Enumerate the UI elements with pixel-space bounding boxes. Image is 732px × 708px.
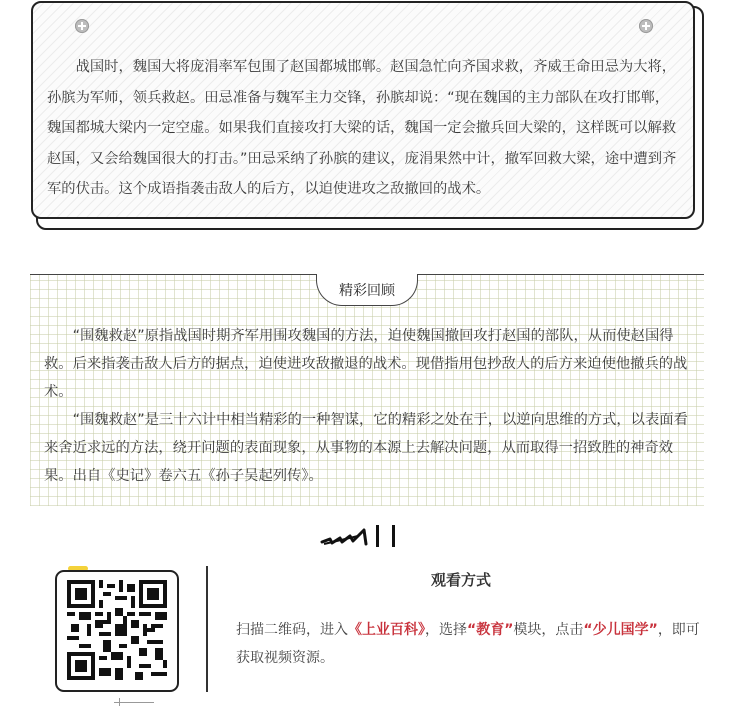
review-text <box>44 322 694 490</box>
instruction-text: ，选择 <box>425 622 467 638</box>
story-card <box>31 1 695 219</box>
footer-mark <box>114 702 154 703</box>
watch-title: 观看方式 <box>431 571 492 589</box>
vertical-divider <box>206 566 208 692</box>
instruction-text: 扫描二维码，进入 <box>236 622 348 638</box>
brush-stroke-decoration <box>320 522 420 550</box>
review-tab: 精彩回顾 <box>316 274 418 306</box>
watch-instructions <box>236 616 702 672</box>
review-paragraph: “围魏救赵”是三十六计中相当精彩的一种智谋，它的精彩之处在于，以逆向思维的方式，以表面看来舍近求远的方法，绕开问题的表面现象，从事物的本源上去解决问题，从而取得一招致胜的神奇效果。出自《史记》卷六五《孙子吴起列传》。 <box>44 412 688 484</box>
review-paragraph: “围魏救赵”原指战国时期齐军用围攻魏国的方法，迫使魏国撤回攻打赵国的部队，从而使赵国得救。后来指袭击敌人后方的据点，迫使进攻敌撤退的战术。现借指用包抄敌人的后方来迫使他撤兵的战术。 <box>44 328 688 400</box>
section-highlight: “少儿国学” <box>583 622 658 638</box>
app-name-link[interactable]: 《上业百科》 <box>348 622 425 638</box>
footer-tick <box>119 698 120 706</box>
pin-icon <box>75 19 89 33</box>
pin-icon <box>639 19 653 33</box>
instruction-text: 模块，点击 <box>513 622 584 638</box>
channel-highlight: “教育” <box>467 622 514 638</box>
qr-code-icon[interactable] <box>67 580 167 680</box>
instruction-text: ，即可获取视频资源。 <box>236 622 700 666</box>
story-text: 战国时，魏国大将庞涓率军包围了赵国都城邯郸。赵国急忙向齐国求救，齐威王命田忌为大将，孙膑为军师，领兵救赵。田忌准备与魏军主力交锋，孙膑却说：“现在魏国的主力部队在攻打邯郸，魏国都城大梁内一定空虚。如果我们直接攻打大梁的话，魏国一定会撤兵回大梁的，这样既可以解救赵国，又会给魏国很大的打击。”田忌采纳了孙膑的建议，庞涓果然中计，撤军回救大梁，途中遭到齐军的伏击。这个成语指袭击敌人的后方，以迫使进攻之敌撤回的战术。 <box>47 59 677 197</box>
